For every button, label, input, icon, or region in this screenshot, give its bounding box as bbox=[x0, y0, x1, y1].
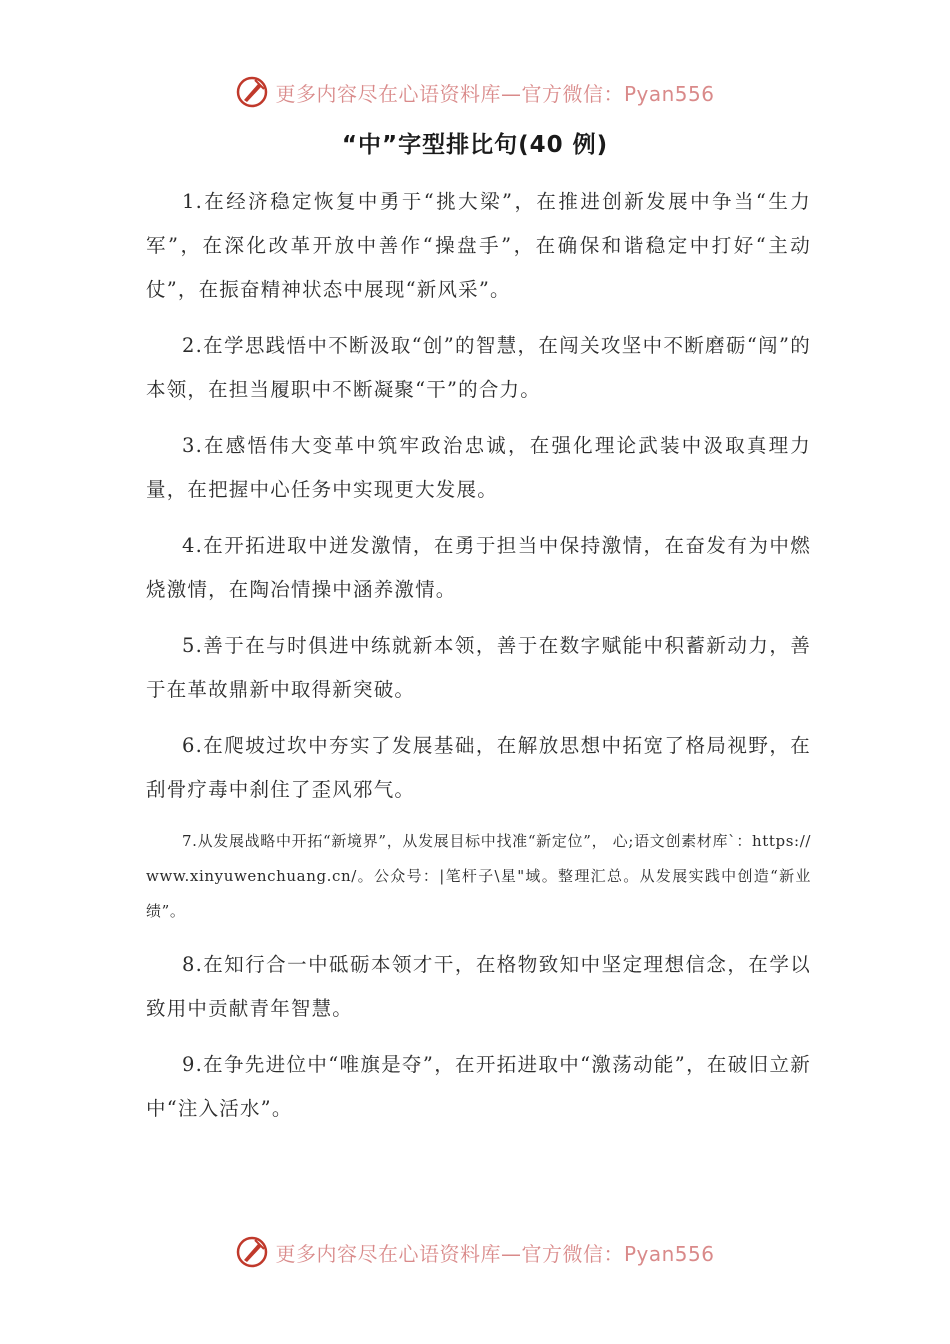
document-body bbox=[146, 180, 811, 1143]
paragraph-3: 3.在感悟伟大变革中筑牢政治忠诚，在强化理论武装中汲取真理力量，在把握中心任务中实现更大发展。 bbox=[146, 434, 811, 501]
page-title: “中”字型排比句(40 例) bbox=[341, 132, 609, 158]
paragraph-1: 1.在经济稳定恢复中勇于“挑大梁”，在推进创新发展中争当“生力军”，在深化改革开放中善作“操盘手”，在确保和谐稳定中打好“主动仗”，在振奋精神状态中展现“新风采”。 bbox=[146, 190, 811, 301]
paragraph-5: 5.善于在与时俱进中练就新本领，善于在数字赋能中积蓄新动力，善于在革故鼎新中取得新突破。 bbox=[146, 634, 811, 701]
footer-banner bbox=[0, 1232, 950, 1272]
pen-logo-icon bbox=[235, 1235, 269, 1269]
paragraph-9: 9.在争先进位中“唯旗是夺”，在开拓进取中“激荡动能”，在破旧立新中“注入活水”。 bbox=[146, 1053, 811, 1120]
paragraph-7: 7.从发展战略中开拓“新境界”，从发展目标中找准“新定位”， 心;语文创素材库`：https://www.xinyuwenchuang.cn/。公众号：|笔杆子\星"域。整理汇总。从发展实践中创造“新业绩”。 bbox=[146, 832, 811, 920]
pen-logo-icon bbox=[235, 75, 269, 109]
paragraph-6: 6.在爬坡过坎中夯实了发展基础，在解放思想中拓宽了格局视野，在刮骨疗毒中刹住了歪风邪气。 bbox=[146, 734, 811, 801]
banner-text: 更多内容尽在心语资料库—官方微信：Pyan556 bbox=[275, 1241, 715, 1266]
paragraph-2: 2.在学思践悟中不断汲取“创”的智慧，在闯关攻坚中不断磨砺“闯”的本领，在担当履职中不断凝聚“干”的合力。 bbox=[146, 334, 811, 401]
paragraph-8: 8.在知行合一中砥砺本领才干，在格物致知中坚定理想信念，在学以致用中贡献青年智慧。 bbox=[146, 953, 811, 1020]
banner-text: 更多内容尽在心语资料库—官方微信：Pyan556 bbox=[275, 81, 715, 106]
header-banner bbox=[0, 72, 950, 112]
paragraph-4: 4.在开拓进取中迸发激情，在勇于担当中保持激情，在奋发有为中燃烧激情，在陶冶情操中涵养激情。 bbox=[146, 534, 811, 601]
